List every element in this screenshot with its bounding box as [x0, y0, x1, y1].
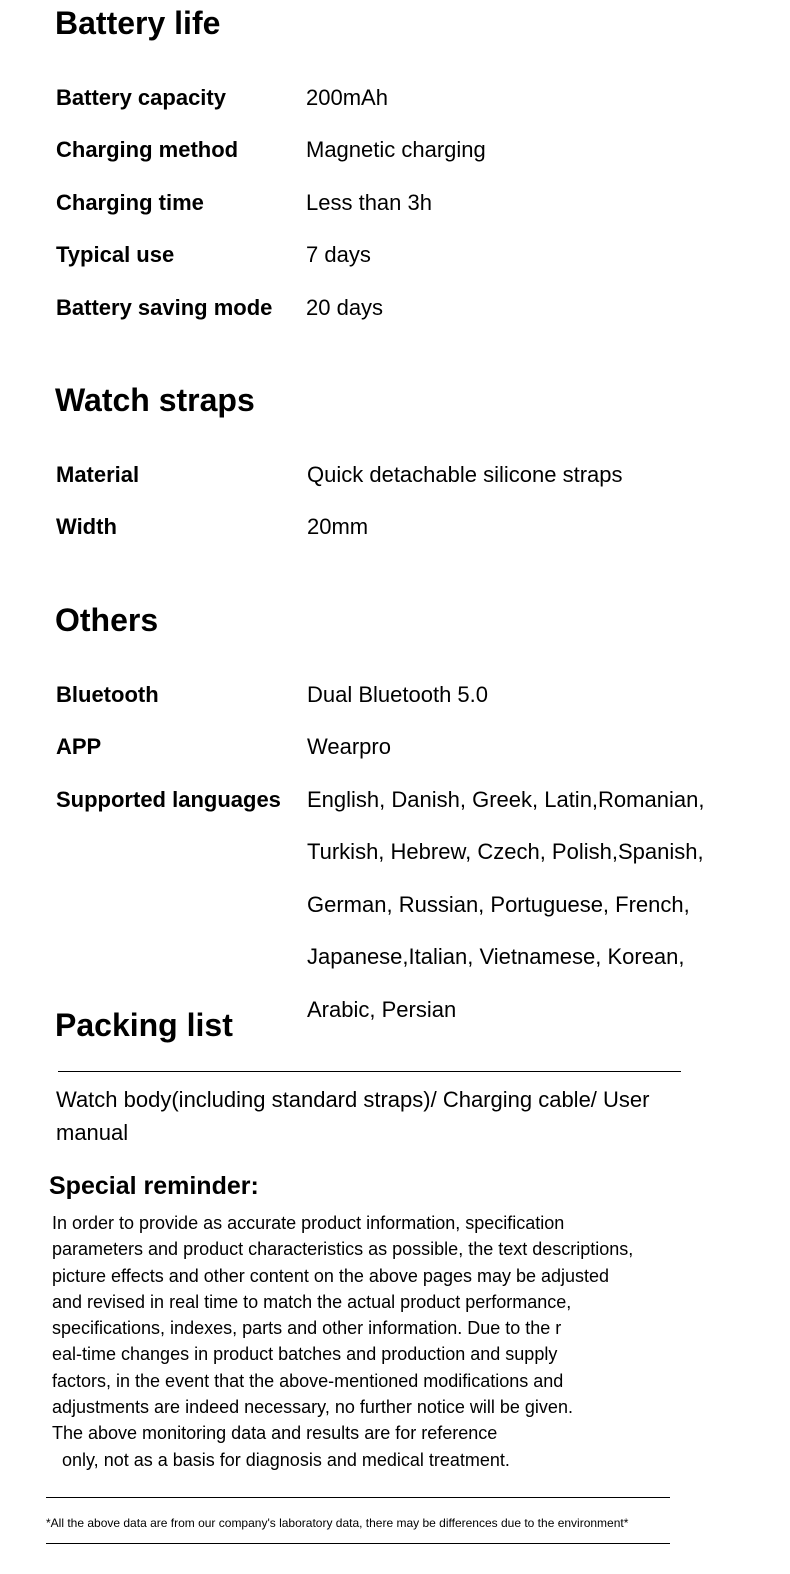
width-label: Width	[56, 514, 117, 539]
reminder-line: The above monitoring data and results are for reference	[52, 1423, 498, 1444]
material-label: Material	[56, 462, 140, 487]
reminder-line: specifications, indexes, parts and other information. Due to the r	[52, 1318, 562, 1339]
battery-saving-mode-label: Battery saving mode	[56, 295, 273, 320]
supported-languages-value-line-2: Turkish, Hebrew, Czech, Polish,Spanish,	[307, 839, 704, 864]
material-value: Quick detachable silicone straps	[307, 462, 623, 487]
reminder-line: picture effects and other content on the above pages may be adjusted	[52, 1265, 610, 1286]
reminder-line: parameters and product characteristics as possible, the text descriptions,	[52, 1239, 634, 1260]
charging-method-label: Charging method	[56, 137, 239, 162]
footnote-top-divider	[46, 1497, 670, 1498]
packing-list-heading: Packing list	[55, 1007, 233, 1043]
battery-life-heading: Battery life	[55, 5, 221, 41]
app-value: Wearpro	[307, 734, 391, 759]
special-reminder-text	[52, 1210, 633, 1473]
reminder-line: only, not as a basis for diagnosis and medical treatment.	[52, 1449, 510, 1470]
charging-method-value: Magnetic charging	[306, 137, 486, 162]
supported-languages-value-line-4: Japanese,Italian, Vietnamese, Korean,	[307, 944, 685, 969]
supported-languages-value-line-1: English, Danish, Greek, Latin,Romanian,	[307, 787, 705, 812]
width-value: 20mm	[307, 514, 369, 539]
typical-use-value: 7 days	[306, 242, 371, 267]
reminder-line: factors, in the event that the above-mentioned modifications and	[52, 1370, 564, 1391]
packing-list-divider	[58, 1071, 681, 1072]
bluetooth-value: Dual Bluetooth 5.0	[307, 682, 489, 707]
charging-time-label: Charging time	[56, 190, 204, 215]
footnote-bottom-divider	[46, 1543, 670, 1544]
supported-languages-label: Supported languages	[56, 787, 281, 812]
reminder-line: adjustments are indeed necessary, no further notice will be given.	[52, 1397, 573, 1418]
others-heading: Others	[55, 602, 159, 638]
reminder-line: eal-time changes in product batches and production and supply	[52, 1344, 558, 1365]
supported-languages-value-line-5: Arabic, Persian	[307, 997, 457, 1022]
typical-use-label: Typical use	[56, 242, 175, 267]
bluetooth-label: Bluetooth	[56, 682, 159, 707]
special-reminder-heading: Special reminder:	[49, 1172, 259, 1200]
battery-saving-mode-value: 20 days	[306, 295, 384, 320]
reminder-line: In order to provide as accurate product information, specification	[52, 1213, 565, 1233]
packing-list-text: Watch body(including standard straps)/ Charging cable/ User manual	[56, 1087, 650, 1145]
supported-languages-value-line-3: German, Russian, Portuguese, French,	[307, 892, 690, 917]
reminder-line: and revised in real time to match the actual product performance,	[52, 1291, 572, 1312]
app-label: APP	[56, 734, 102, 759]
charging-time-value: Less than 3h	[306, 190, 432, 215]
battery-capacity-label: Battery capacity	[56, 85, 226, 110]
battery-capacity-value: 200mAh	[306, 85, 388, 110]
footnote-text: *All the above data are from our company's laboratory data, there may be differences due to the environment*	[46, 1516, 629, 1530]
watch-straps-heading: Watch straps	[55, 382, 255, 418]
